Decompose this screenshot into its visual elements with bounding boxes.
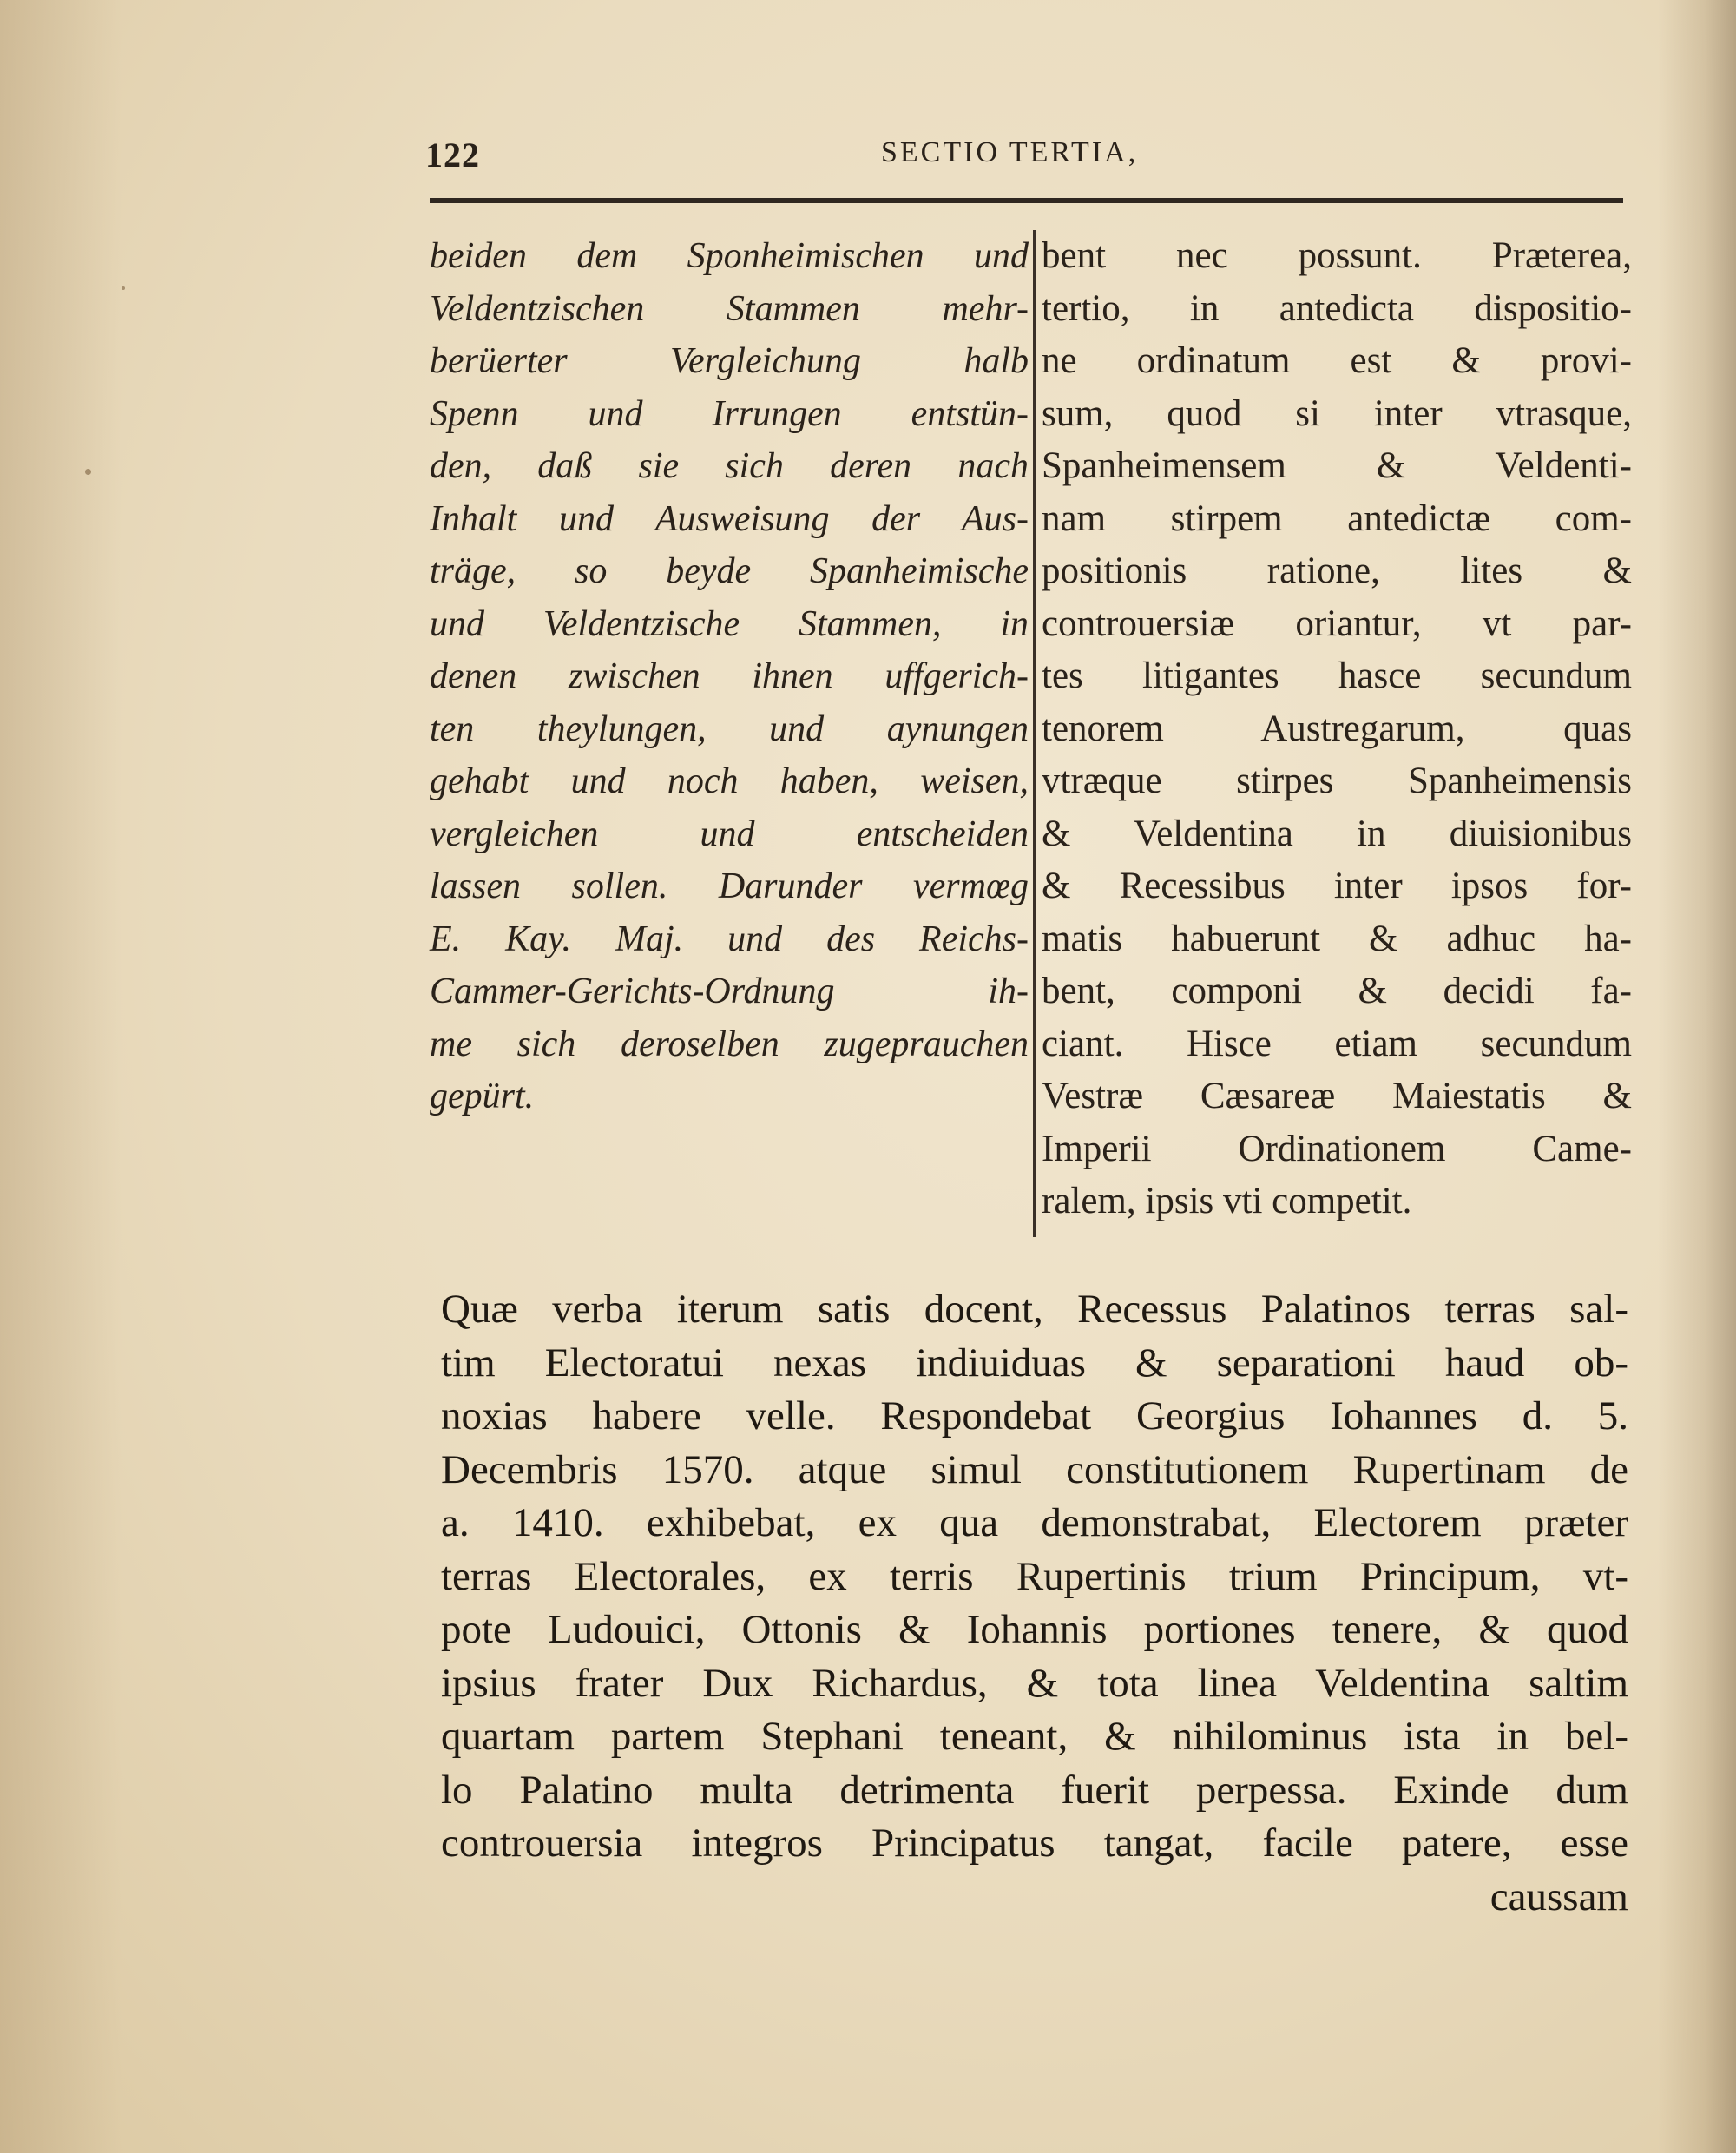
text-line: Veldentzischen Stammen mehr- — [430, 288, 1029, 329]
text-line: den, daß sie sich deren nach — [430, 446, 1029, 486]
text-line: ipsius frater Dux Richardus, & tota linea Veldentina saltim — [441, 1660, 1628, 1706]
text-line: positionis ratione, lites & — [1042, 550, 1632, 591]
german-column — [430, 230, 1029, 1254]
paper-speck — [85, 469, 91, 475]
text-line: a. 1410. exhibebat, ex qua demonstrabat, Electorem præter — [441, 1500, 1628, 1545]
text-line: Quæ verba iterum satis docent, Recessus Palatinos terras sal- — [441, 1287, 1628, 1332]
text-line: Imperii Ordinationem Came- — [1042, 1128, 1632, 1169]
text-line: matis habuerunt & adhuc ha- — [1042, 918, 1632, 959]
column-divider — [1033, 230, 1036, 1237]
text-line: controuersiæ oriantur, vt par- — [1042, 602, 1632, 644]
section-title: SECTIO TERTIA, — [881, 136, 1139, 168]
text-line: Spanheimensem & Veldenti- — [1042, 445, 1632, 486]
text-line: und Veldentzische Stammen, in — [430, 603, 1029, 644]
text-line: controuersia integros Principatus tangat, facile patere, esse — [441, 1821, 1628, 1866]
text-line: E. Kay. Maj. und des Reichs- — [430, 918, 1029, 959]
text-line: beiden dem Sponheimischen und — [430, 236, 1029, 276]
text-line: ten theylungen, und aynungen — [430, 708, 1029, 749]
text-line: lassen sollen. Darunder vermœg — [430, 866, 1029, 906]
latin-column — [1042, 230, 1632, 1254]
text-line: tes litigantes hasce secundum — [1042, 655, 1632, 696]
text-line: gepürt. — [430, 1076, 535, 1116]
text-line: berüerter Vergleichung halb — [430, 341, 1029, 381]
text-line: gehabt und noch haben, weisen, — [430, 761, 1029, 801]
text-line: tertio, in antedicta dispositio- — [1042, 287, 1632, 329]
text-line: Vestræ Cæsareæ Maiestatis & — [1042, 1076, 1632, 1116]
text-line: noxias habere velle. Respondebat Georgius Iohannes d. 5. — [441, 1393, 1628, 1439]
text-line: nam stirpem antedictæ com- — [1042, 497, 1632, 539]
text-line: Cammer-Gerichts-Ordnung ih- — [430, 971, 1029, 1011]
text-line: quartam partem Stephani teneant, & nihilominus ista in bel- — [441, 1714, 1628, 1759]
paper-speck — [122, 286, 125, 290]
text-line: vergleichen und entscheiden — [430, 813, 1029, 854]
spine-shadow — [1658, 0, 1736, 2153]
text-line: tim Electoratui nexas indiuiduas & separationi haud ob- — [441, 1340, 1628, 1386]
text-line: Decembris 1570. atque simul constitutionem Rupertinam de — [441, 1446, 1628, 1492]
text-line: ciant. Hisce etiam secundum — [1042, 1023, 1632, 1064]
text-line: & Veldentina in diuisionibus — [1042, 813, 1632, 854]
catchword: caussam — [1489, 1873, 1628, 1919]
text-line: sum, quod si inter vtrasque, — [1042, 392, 1632, 434]
text-line: pote Ludouici, Ottonis & Iohannis portiones tenere, & quod — [441, 1607, 1628, 1652]
text-line: ne ordinatum est & provi- — [1042, 340, 1632, 381]
header-rule — [430, 198, 1623, 203]
text-line: träge, so beyde Spanheimische — [430, 551, 1029, 591]
text-line: bent, componi & decidi fa- — [1042, 971, 1632, 1011]
text-line: Spenn und Irrungen entstün- — [430, 393, 1029, 434]
body-paragraph — [441, 1283, 1628, 1924]
text-line: Inhalt und Ausweisung der Aus- — [430, 498, 1029, 539]
text-line: & Recessibus inter ipsos for- — [1042, 866, 1632, 906]
text-line: me sich deroselben zugeprauchen — [430, 1024, 1029, 1064]
page-number: 122 — [425, 135, 480, 174]
text-line: bent nec possunt. Præterea, — [1042, 235, 1632, 276]
text-line: tenorem Austregarum, quas — [1042, 708, 1632, 749]
page-edge-shadow — [0, 0, 122, 2153]
text-line: vtræque stirpes Spanheimensis — [1042, 760, 1632, 801]
text-line: lo Palatino multa detrimenta fuerit perpessa. Exinde dum — [441, 1767, 1628, 1813]
text-line: ralem, ipsis vti competit. — [1042, 1181, 1412, 1221]
running-head — [425, 135, 1623, 187]
text-line: terras Electorales, ex terris Rupertinis trium Principum, vt- — [441, 1553, 1628, 1599]
text-line: denen zwischen ihnen uffgerich- — [430, 656, 1029, 696]
